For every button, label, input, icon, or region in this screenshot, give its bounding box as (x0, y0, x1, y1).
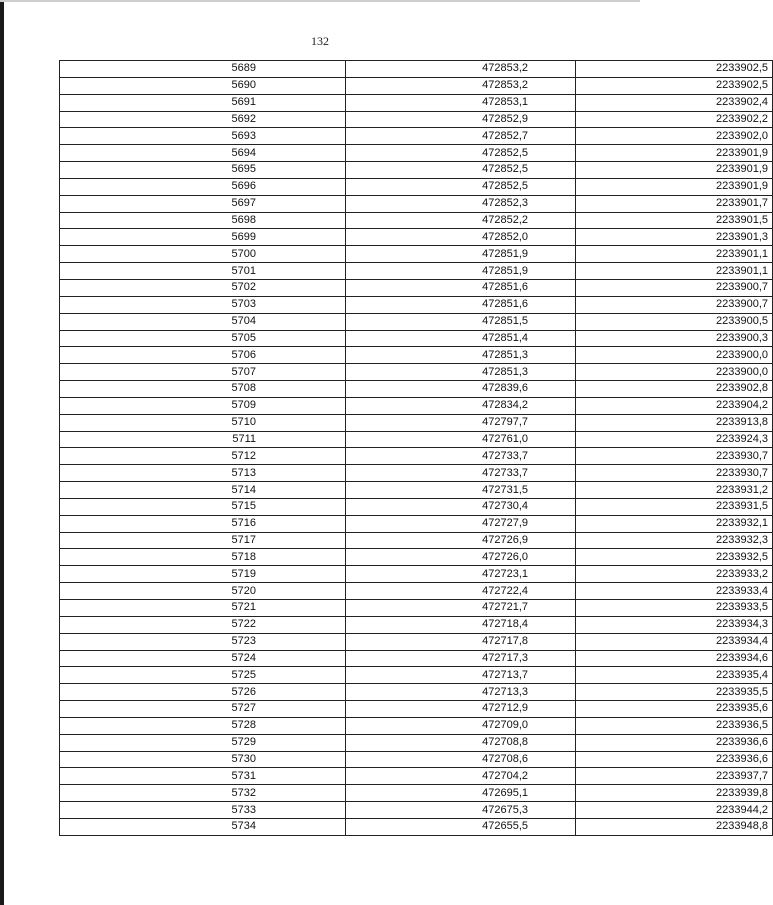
x-coordinate-cell: 472730,4 (346, 498, 576, 515)
x-coordinate-cell: 472851,9 (346, 263, 576, 280)
point-number-cell: 5732 (60, 785, 346, 802)
point-number-cell: 5725 (60, 667, 346, 684)
table-row (60, 381, 773, 398)
y-coordinate-cell: 2233901,7 (576, 195, 773, 212)
y-coordinate-cell: 2233904,2 (576, 397, 773, 414)
y-coordinate-cell: 2233902,5 (576, 77, 773, 94)
table-row (60, 785, 773, 802)
y-coordinate-cell: 2233933,4 (576, 583, 773, 600)
y-coordinate-cell: 2233934,3 (576, 616, 773, 633)
y-coordinate-cell: 2233901,1 (576, 263, 773, 280)
y-coordinate-cell: 2233930,7 (576, 448, 773, 465)
table-row (60, 734, 773, 751)
table-row (60, 566, 773, 583)
x-coordinate-cell: 472834,2 (346, 397, 576, 414)
table-row (60, 330, 773, 347)
y-coordinate-cell: 2233901,9 (576, 145, 773, 162)
point-number-cell: 5709 (60, 397, 346, 414)
point-number-cell: 5706 (60, 347, 346, 364)
x-coordinate-cell: 472717,3 (346, 650, 576, 667)
table-row (60, 296, 773, 313)
x-coordinate-cell: 472718,4 (346, 616, 576, 633)
point-number-cell: 5705 (60, 330, 346, 347)
y-coordinate-cell: 2233944,2 (576, 802, 773, 819)
y-coordinate-cell: 2233934,4 (576, 633, 773, 650)
table-row (60, 818, 773, 835)
x-coordinate-cell: 472722,4 (346, 583, 576, 600)
x-coordinate-cell: 472853,2 (346, 61, 576, 78)
point-number-cell: 5714 (60, 482, 346, 499)
table-row (60, 246, 773, 263)
y-coordinate-cell: 2233902,8 (576, 381, 773, 398)
point-number-cell: 5708 (60, 381, 346, 398)
point-number-cell: 5712 (60, 448, 346, 465)
table-row (60, 364, 773, 381)
table-row (60, 145, 773, 162)
scan-edge-top (0, 0, 640, 2)
x-coordinate-cell: 472675,3 (346, 802, 576, 819)
y-coordinate-cell: 2233902,5 (576, 61, 773, 78)
y-coordinate-cell: 2233932,3 (576, 532, 773, 549)
table-row (60, 195, 773, 212)
table-row (60, 717, 773, 734)
point-number-cell: 5716 (60, 515, 346, 532)
point-number-cell: 5734 (60, 818, 346, 835)
point-number-cell: 5720 (60, 583, 346, 600)
table-row (60, 128, 773, 145)
point-number-cell: 5695 (60, 162, 346, 179)
x-coordinate-cell: 472851,9 (346, 246, 576, 263)
y-coordinate-cell: 2233935,6 (576, 701, 773, 718)
coordinates-table-body (60, 61, 773, 836)
table-row (60, 532, 773, 549)
scan-edge (0, 0, 4, 905)
table-row (60, 178, 773, 195)
point-number-cell: 5693 (60, 128, 346, 145)
x-coordinate-cell: 472853,2 (346, 77, 576, 94)
table-row (60, 162, 773, 179)
point-number-cell: 5722 (60, 616, 346, 633)
point-number-cell: 5701 (60, 263, 346, 280)
point-number-cell: 5699 (60, 229, 346, 246)
point-number-cell: 5715 (60, 498, 346, 515)
x-coordinate-cell: 472708,8 (346, 734, 576, 751)
table-row (60, 313, 773, 330)
y-coordinate-cell: 2233902,4 (576, 94, 773, 111)
x-coordinate-cell: 472733,7 (346, 448, 576, 465)
x-coordinate-cell: 472712,9 (346, 701, 576, 718)
point-number-cell: 5711 (60, 431, 346, 448)
y-coordinate-cell: 2233932,5 (576, 549, 773, 566)
point-number-cell: 5733 (60, 802, 346, 819)
table-row (60, 515, 773, 532)
point-number-cell: 5728 (60, 717, 346, 734)
x-coordinate-cell: 472851,5 (346, 313, 576, 330)
table-row (60, 751, 773, 768)
point-number-cell: 5697 (60, 195, 346, 212)
table-row (60, 583, 773, 600)
x-coordinate-cell: 472852,5 (346, 178, 576, 195)
table-row (60, 397, 773, 414)
y-coordinate-cell: 2233901,9 (576, 178, 773, 195)
y-coordinate-cell: 2233913,8 (576, 414, 773, 431)
point-number-cell: 5721 (60, 600, 346, 617)
y-coordinate-cell: 2233902,0 (576, 128, 773, 145)
y-coordinate-cell: 2233932,1 (576, 515, 773, 532)
x-coordinate-cell: 472852,5 (346, 162, 576, 179)
x-coordinate-cell: 472852,9 (346, 111, 576, 128)
table-row (60, 802, 773, 819)
table-row (60, 212, 773, 229)
y-coordinate-cell: 2233935,5 (576, 684, 773, 701)
table-row (60, 431, 773, 448)
point-number-cell: 5691 (60, 94, 346, 111)
table-row (60, 465, 773, 482)
y-coordinate-cell: 2233900,0 (576, 347, 773, 364)
table-row (60, 347, 773, 364)
y-coordinate-cell: 2233900,7 (576, 279, 773, 296)
y-coordinate-cell: 2233900,5 (576, 313, 773, 330)
x-coordinate-cell: 472852,0 (346, 229, 576, 246)
table-row (60, 684, 773, 701)
y-coordinate-cell: 2233939,8 (576, 785, 773, 802)
table-row (60, 94, 773, 111)
point-number-cell: 5707 (60, 364, 346, 381)
y-coordinate-cell: 2233901,9 (576, 162, 773, 179)
x-coordinate-cell: 472713,3 (346, 684, 576, 701)
y-coordinate-cell: 2233935,4 (576, 667, 773, 684)
point-number-cell: 5717 (60, 532, 346, 549)
x-coordinate-cell: 472797,7 (346, 414, 576, 431)
x-coordinate-cell: 472839,6 (346, 381, 576, 398)
table-row (60, 414, 773, 431)
point-number-cell: 5710 (60, 414, 346, 431)
table-row (60, 279, 773, 296)
x-coordinate-cell: 472721,7 (346, 600, 576, 617)
table-row (60, 650, 773, 667)
y-coordinate-cell: 2233936,6 (576, 734, 773, 751)
point-number-cell: 5700 (60, 246, 346, 263)
x-coordinate-cell: 472761,0 (346, 431, 576, 448)
y-coordinate-cell: 2233901,5 (576, 212, 773, 229)
point-number-cell: 5724 (60, 650, 346, 667)
y-coordinate-cell: 2233900,0 (576, 364, 773, 381)
x-coordinate-cell: 472851,6 (346, 296, 576, 313)
y-coordinate-cell: 2233902,2 (576, 111, 773, 128)
x-coordinate-cell: 472709,0 (346, 717, 576, 734)
point-number-cell: 5718 (60, 549, 346, 566)
table-row (60, 111, 773, 128)
table-row (60, 549, 773, 566)
y-coordinate-cell: 2233948,8 (576, 818, 773, 835)
x-coordinate-cell: 472713,7 (346, 667, 576, 684)
table-row (60, 482, 773, 499)
table-row (60, 61, 773, 78)
point-number-cell: 5703 (60, 296, 346, 313)
x-coordinate-cell: 472726,0 (346, 549, 576, 566)
table-row (60, 768, 773, 785)
point-number-cell: 5694 (60, 145, 346, 162)
table-row (60, 600, 773, 617)
x-coordinate-cell: 472852,3 (346, 195, 576, 212)
y-coordinate-cell: 2233931,5 (576, 498, 773, 515)
x-coordinate-cell: 472727,9 (346, 515, 576, 532)
y-coordinate-cell: 2233901,3 (576, 229, 773, 246)
point-number-cell: 5690 (60, 77, 346, 94)
y-coordinate-cell: 2233934,6 (576, 650, 773, 667)
x-coordinate-cell: 472851,3 (346, 347, 576, 364)
y-coordinate-cell: 2233936,5 (576, 717, 773, 734)
table-row (60, 448, 773, 465)
x-coordinate-cell: 472726,9 (346, 532, 576, 549)
x-coordinate-cell: 472851,3 (346, 364, 576, 381)
table-row (60, 77, 773, 94)
x-coordinate-cell: 472704,2 (346, 768, 576, 785)
table-row (60, 667, 773, 684)
y-coordinate-cell: 2233900,7 (576, 296, 773, 313)
point-number-cell: 5713 (60, 465, 346, 482)
point-number-cell: 5730 (60, 751, 346, 768)
x-coordinate-cell: 472852,7 (346, 128, 576, 145)
point-number-cell: 5689 (60, 61, 346, 78)
point-number-cell: 5696 (60, 178, 346, 195)
y-coordinate-cell: 2233931,2 (576, 482, 773, 499)
point-number-cell: 5723 (60, 633, 346, 650)
table-row (60, 498, 773, 515)
x-coordinate-cell: 472852,5 (346, 145, 576, 162)
table-row (60, 701, 773, 718)
x-coordinate-cell: 472851,4 (346, 330, 576, 347)
x-coordinate-cell: 472852,2 (346, 212, 576, 229)
x-coordinate-cell: 472853,1 (346, 94, 576, 111)
y-coordinate-cell: 2233930,7 (576, 465, 773, 482)
page-number: 132 (311, 34, 329, 48)
table-row (60, 616, 773, 633)
y-coordinate-cell: 2233936,6 (576, 751, 773, 768)
y-coordinate-cell: 2233901,1 (576, 246, 773, 263)
y-coordinate-cell: 2233900,3 (576, 330, 773, 347)
point-number-cell: 5702 (60, 279, 346, 296)
x-coordinate-cell: 472723,1 (346, 566, 576, 583)
x-coordinate-cell: 472851,6 (346, 279, 576, 296)
point-number-cell: 5729 (60, 734, 346, 751)
point-number-cell: 5731 (60, 768, 346, 785)
y-coordinate-cell: 2233937,7 (576, 768, 773, 785)
point-number-cell: 5692 (60, 111, 346, 128)
point-number-cell: 5727 (60, 701, 346, 718)
point-number-cell: 5719 (60, 566, 346, 583)
y-coordinate-cell: 2233933,2 (576, 566, 773, 583)
y-coordinate-cell: 2233924,3 (576, 431, 773, 448)
point-number-cell: 5698 (60, 212, 346, 229)
table-row (60, 229, 773, 246)
table-row (60, 263, 773, 280)
coordinates-table (59, 60, 773, 836)
x-coordinate-cell: 472733,7 (346, 465, 576, 482)
x-coordinate-cell: 472708,6 (346, 751, 576, 768)
y-coordinate-cell: 2233933,5 (576, 600, 773, 617)
x-coordinate-cell: 472655,5 (346, 818, 576, 835)
x-coordinate-cell: 472731,5 (346, 482, 576, 499)
x-coordinate-cell: 472695,1 (346, 785, 576, 802)
point-number-cell: 5726 (60, 684, 346, 701)
point-number-cell: 5704 (60, 313, 346, 330)
x-coordinate-cell: 472717,8 (346, 633, 576, 650)
table-row (60, 633, 773, 650)
